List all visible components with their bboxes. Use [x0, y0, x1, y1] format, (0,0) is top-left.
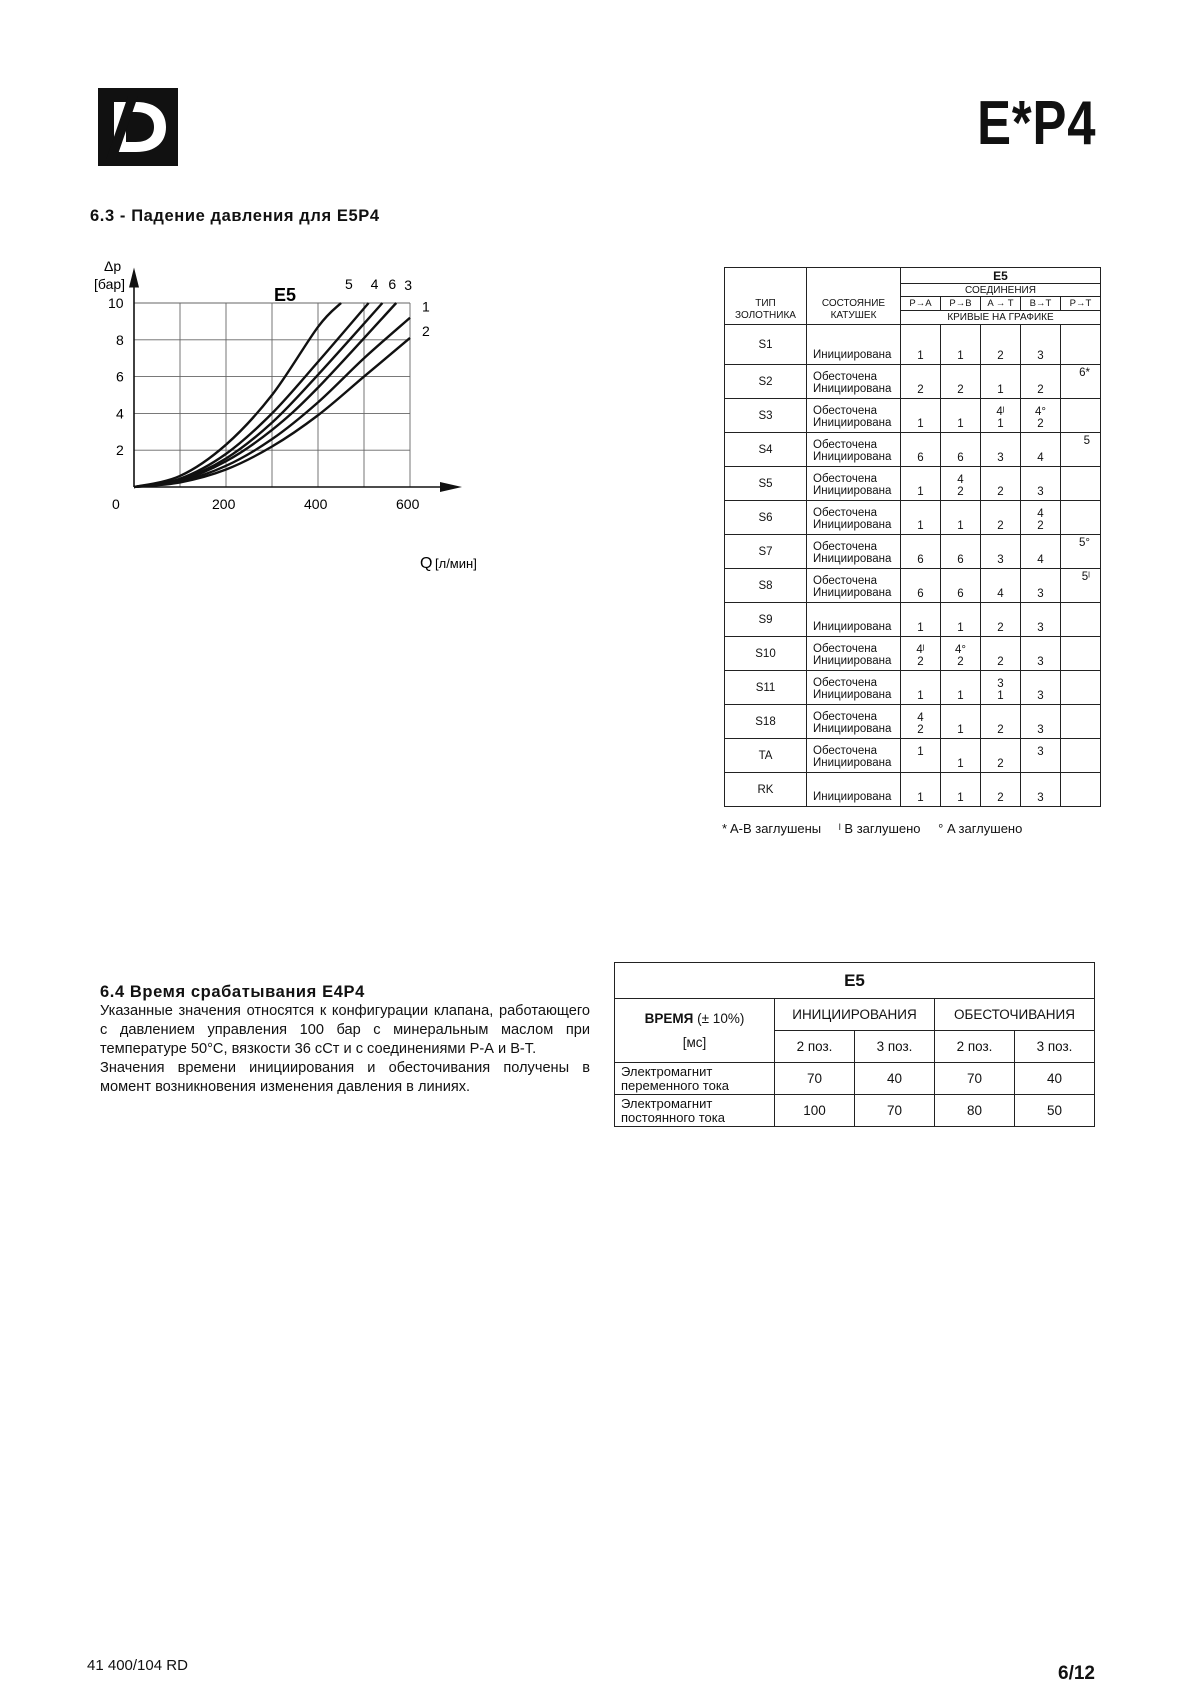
curve-value: 1: [917, 520, 924, 532]
curve-value: 2: [1037, 418, 1044, 430]
curve-value-cell: [941, 637, 981, 671]
coil-state-line: Инициирована: [813, 587, 892, 599]
spool-type-cell: S2: [725, 365, 807, 399]
curve-value: 2: [917, 384, 924, 396]
time-tolerance: (± 10%): [697, 1010, 745, 1026]
curve-label-1: 1: [422, 298, 430, 315]
curve-value-cell: [901, 671, 941, 705]
curve-value-cell: [901, 325, 941, 365]
curve-value: [1061, 583, 1090, 595]
coil-state-line: Обесточена: [813, 439, 877, 451]
curve-value-cell: [1061, 671, 1101, 705]
coil-state-line: Инициирована: [813, 723, 892, 735]
coil-state-line: Инициирована: [813, 451, 892, 463]
connection-header: P→B: [941, 297, 981, 311]
curves-label: КРИВЫЕ НА ГРАФИКЕ: [901, 311, 1101, 325]
footer-page-number: 6/12: [1058, 1663, 1095, 1684]
coil-state-cell: [807, 739, 901, 773]
legend-item-ab-plugged: * A-B заглушены: [722, 821, 822, 836]
curve-value: [981, 746, 1020, 758]
curve-value: 3: [1037, 622, 1044, 634]
chart-svg: [90, 255, 510, 595]
col-header-coil-state: СОСТОЯНИЕ КАТУШЕК: [807, 268, 901, 325]
curve-value-cell: [1021, 569, 1061, 603]
curve-value-cell: [1021, 365, 1061, 399]
coil-state-line: Обесточена: [813, 711, 877, 723]
curve-value-cell: [1061, 501, 1101, 535]
curve-value-cell: [1061, 705, 1101, 739]
curve-value: 3: [997, 452, 1004, 464]
curve-value: 1: [957, 690, 964, 702]
coil-state-line: Инициирована: [813, 791, 892, 803]
spool-row: [725, 325, 1101, 365]
curve-4: [134, 303, 369, 487]
coil-state-cell: [807, 637, 901, 671]
curve-value-cell: [941, 501, 981, 535]
curve-value: 2: [997, 350, 1004, 362]
subcol-header: 3 поз.: [1015, 1031, 1095, 1063]
curve-value-cell: [1021, 603, 1061, 637]
spool-type-cell: S6: [725, 501, 807, 535]
coil-state-line: Обесточена: [813, 541, 877, 553]
coil-state-cell: [807, 365, 901, 399]
curve-value: 1: [957, 622, 964, 634]
x-tick-label: 400: [304, 496, 328, 512]
curve-value: [1061, 447, 1090, 459]
connection-header: B→T: [1021, 297, 1061, 311]
x-tick-label: 600: [396, 496, 420, 512]
curve-value: 6: [957, 452, 964, 464]
row-label-line: Электромагнит: [621, 1063, 713, 1079]
row-label-line: постоянного тока: [621, 1109, 725, 1125]
curve-value: 1: [997, 690, 1004, 702]
spool-type-cell: S4: [725, 433, 807, 467]
description-paragraph: Значения времени инициирования и обесточивания получены в момент возникновения изменения давления в линиях.: [100, 1060, 590, 1095]
curve-value-cell: [981, 535, 1021, 569]
curve-value: [1061, 775, 1090, 787]
curve-value-cell: [1061, 467, 1101, 501]
curve-value: 3: [1037, 690, 1044, 702]
curve-value: 1: [957, 350, 964, 362]
curve-value: 1: [997, 418, 1004, 430]
x-axis-arrow: [440, 482, 462, 492]
coil-state-line: Обесточена: [813, 405, 877, 417]
curve-label-5: 5: [345, 276, 353, 292]
coil-state-cell: [807, 773, 901, 807]
coil-state-cell: [807, 433, 901, 467]
curve-value: 1: [917, 418, 924, 430]
curve-value: 1: [997, 384, 1004, 396]
spool-row: [725, 433, 1101, 467]
curve-value: 3: [1037, 746, 1044, 758]
curve-value-cell: [981, 603, 1021, 637]
curve-value: [1061, 327, 1090, 339]
curve-value-cell: [981, 569, 1021, 603]
curve-value: 2: [997, 758, 1004, 770]
description-paragraph: Указанные значения относятся к конфигурации клапана, работающего с давлением управления 100 бар с минеральным маслом при температуре 50°C, вязкости 36 сСт и с соединениями Р-А и В-Т.: [100, 1003, 590, 1057]
spool-type-cell: S11: [725, 671, 807, 705]
curve-value-cell: [941, 671, 981, 705]
curve-value-cell: [901, 501, 941, 535]
curve-value-cell: [1061, 325, 1101, 365]
spool-type-cell: S1: [725, 325, 807, 365]
curve-value: 3: [1037, 486, 1044, 498]
curve-value: 2: [957, 384, 964, 396]
curve-value: 3: [1037, 350, 1044, 362]
coil-state-cell: [807, 399, 901, 433]
coil-state-cell: [807, 671, 901, 705]
table-legend: [722, 821, 1036, 836]
curve-value: 1: [917, 792, 924, 804]
connection-header: P→A: [901, 297, 941, 311]
curve-value: 6: [957, 588, 964, 600]
curve-label-2: 2: [422, 322, 430, 339]
curve-value-cell: [1061, 399, 1101, 433]
curve-value-cell: [1021, 739, 1061, 773]
spool-row: [725, 705, 1101, 739]
curve-value: [1061, 741, 1090, 753]
subcol-header: 2 поз.: [935, 1031, 1015, 1063]
curve-value: 1: [917, 746, 924, 758]
curve-value: 6: [917, 452, 924, 464]
coil-state-cell: [807, 705, 901, 739]
coil-state-line: Обесточена: [813, 575, 877, 587]
curve-value-cell: [1061, 535, 1101, 569]
spool-type-cell: S10: [725, 637, 807, 671]
spool-row: [725, 637, 1101, 671]
coil-state-line: Инициирована: [813, 349, 892, 361]
curve-value: [1021, 758, 1060, 770]
curve-value-cell: [1021, 399, 1061, 433]
y-axis-label-unit: [бар]: [94, 276, 126, 292]
curve-value: 2: [997, 520, 1004, 532]
curve-value: 2: [917, 724, 924, 736]
curve-value: [1061, 673, 1090, 685]
row-label-dc-solenoid: [615, 1095, 775, 1127]
curve-value-cell: [941, 365, 981, 399]
coil-state-line: Обесточена: [813, 371, 877, 383]
legend-item-a-plugged: ° A заглушено: [938, 821, 1023, 836]
curve-label-3: 3: [404, 277, 412, 293]
coil-state-line: Инициирована: [813, 485, 892, 497]
spool-type-cell: S8: [725, 569, 807, 603]
col-header-spool-type: ТИП ЗОЛОТНИКА: [725, 268, 807, 325]
curve-value-cell: [941, 603, 981, 637]
curve-value-cell: [1061, 603, 1101, 637]
spool-type-cell: S3: [725, 399, 807, 433]
curve-value: [1061, 503, 1090, 515]
curve-value-cell: [901, 399, 941, 433]
coil-state-line: Инициирована: [813, 689, 892, 701]
curve-value: 6: [917, 554, 924, 566]
curve-value: 4: [917, 712, 924, 724]
coil-state-line: Обесточена: [813, 643, 877, 655]
y-tick-label: 2: [116, 442, 124, 459]
spool-row: [725, 773, 1101, 807]
curve-value: 2: [917, 656, 924, 668]
curve-value: 4: [1037, 554, 1044, 566]
row-label-ac-solenoid: [615, 1063, 775, 1095]
pressure-drop-chart: [90, 255, 510, 600]
curve-value: 2: [997, 792, 1004, 804]
coil-state-cell: [807, 325, 901, 365]
curve-value-cell: [1061, 739, 1101, 773]
curve-value: 5ˡ: [1081, 571, 1090, 583]
col-group-deenergizing: ОБЕСТОЧИВАНИЯ: [935, 999, 1095, 1031]
curve-value-cell: [901, 739, 941, 773]
curve-value-cell: [941, 535, 981, 569]
group-header-e5: E5: [901, 268, 1101, 284]
curve-value: [1061, 379, 1090, 391]
curve-value: [1061, 707, 1090, 719]
y-axis-arrow: [129, 268, 139, 288]
curve-value: 2: [997, 656, 1004, 668]
section-heading-response-time: 6.4 Время срабатывания E4P4: [100, 983, 365, 1001]
spool-row: [725, 399, 1101, 433]
curve-value-cell: [1021, 535, 1061, 569]
curve-value: [1061, 639, 1090, 651]
curve-value: 1: [957, 758, 964, 770]
time-value: 50: [1015, 1095, 1095, 1127]
document-code: E*P4: [976, 89, 1096, 158]
time-label-cell: [615, 999, 775, 1063]
curve-value-cell: [1021, 671, 1061, 705]
spool-type-cell: RK: [725, 773, 807, 807]
coil-state-line: Инициирована: [813, 757, 892, 769]
curve-value-cell: [901, 433, 941, 467]
curve-value: 4°: [1035, 406, 1046, 418]
curve-value: 6: [917, 588, 924, 600]
curve-value-cell: [941, 433, 981, 467]
curve-value: [1061, 469, 1090, 481]
spool-row: [725, 365, 1101, 399]
connection-header: P→T: [1061, 297, 1101, 311]
spool-type-cell: S9: [725, 603, 807, 637]
curve-value-cell: [981, 773, 1021, 807]
coil-state-cell: [807, 535, 901, 569]
curve-value-cell: [941, 399, 981, 433]
curve-value-cell: [981, 501, 1021, 535]
x-axis-label-unit: [л/мин]: [435, 556, 477, 571]
col-group-energizing: ИНИЦИИРОВАНИЯ: [775, 999, 935, 1031]
coil-state-line: Инициирована: [813, 417, 892, 429]
curve-value-cell: [1061, 637, 1101, 671]
time-value: 40: [1015, 1063, 1095, 1095]
curve-value-cell: [901, 637, 941, 671]
curve-value: 1: [957, 724, 964, 736]
curve-value-cell: [901, 467, 941, 501]
spool-type-cell: S7: [725, 535, 807, 569]
time-table-title: E5: [615, 963, 1095, 999]
curve-value-cell: [1061, 365, 1101, 399]
subcol-header: 3 поз.: [855, 1031, 935, 1063]
curve-value: 3: [1037, 724, 1044, 736]
curve-value-cell: [901, 773, 941, 807]
curve-value: 1: [957, 520, 964, 532]
spool-row: [725, 535, 1101, 569]
response-time-table: [614, 962, 1095, 1127]
coil-state-line: Обесточена: [813, 473, 877, 485]
spool-row: [725, 739, 1101, 773]
curve-value-cell: [1021, 433, 1061, 467]
curve-value-cell: [1021, 637, 1061, 671]
curve-value: [1061, 401, 1090, 413]
curve-value: 1: [917, 486, 924, 498]
curve-value-cell: [981, 671, 1021, 705]
spool-curves-table: [724, 267, 1101, 807]
time-value: 70: [775, 1063, 855, 1095]
curve-label-4: 4: [370, 276, 379, 292]
curve-value-cell: [1061, 569, 1101, 603]
coil-state-line: Инициирована: [813, 621, 892, 633]
coil-state-line: Обесточена: [813, 507, 877, 519]
curve-value-cell: [981, 325, 1021, 365]
curve-value: 2: [957, 656, 964, 668]
curve-value: 4ˡ: [916, 644, 925, 656]
curve-value-cell: [1021, 467, 1061, 501]
curve-value: 4ˡ: [996, 406, 1005, 418]
row-label-line: переменного тока: [621, 1077, 730, 1093]
curve-value: 1: [917, 690, 924, 702]
time-value: 40: [855, 1063, 935, 1095]
time-value: 100: [775, 1095, 855, 1127]
curve-value: 4°: [955, 644, 966, 656]
curve-value: 1: [917, 622, 924, 634]
curve-value-cell: [981, 705, 1021, 739]
curve-value: 3: [1037, 656, 1044, 668]
curve-value: 1: [957, 792, 964, 804]
curve-value: 6*: [1079, 367, 1090, 379]
curve-value-cell: [1021, 325, 1061, 365]
curve-value-cell: [901, 603, 941, 637]
curve-value: [1061, 605, 1090, 617]
y-tick-label: 8: [116, 331, 124, 348]
curve-value: 1: [957, 418, 964, 430]
time-label: ВРЕМЯ: [644, 1010, 694, 1026]
section-heading-pressure-drop: 6.3 - Падение давления для E5P4: [90, 207, 380, 225]
time-value: 70: [935, 1063, 1015, 1095]
curve-value-cell: [901, 705, 941, 739]
curve-value-cell: [981, 399, 1021, 433]
curve-label-6: 6: [388, 276, 397, 292]
curve-value-cell: [981, 637, 1021, 671]
curve-value-cell: [981, 739, 1021, 773]
y-tick-label: 10: [108, 295, 124, 311]
row-label-line: Электромагнит: [621, 1095, 713, 1111]
curve-value: 2: [957, 486, 964, 498]
spool-row: [725, 671, 1101, 705]
spool-type-cell: S18: [725, 705, 807, 739]
curve-value-cell: [981, 467, 1021, 501]
spool-type-cell: TA: [725, 739, 807, 773]
curve-value-cell: [1061, 433, 1101, 467]
chart-title: E5: [274, 285, 297, 305]
curve-value: 6: [957, 554, 964, 566]
footer-doc-number: 41 400/104 RD: [87, 1657, 188, 1674]
time-value: 70: [855, 1095, 935, 1127]
curve-value: 3: [997, 678, 1004, 690]
curve-value-cell: [941, 325, 981, 365]
y-axis-label-symbol: Δp: [104, 258, 122, 274]
curve-value: 3: [1037, 792, 1044, 804]
curve-value: 2: [1037, 384, 1044, 396]
coil-state-line: Обесточена: [813, 677, 877, 689]
curve-value: 4: [957, 474, 964, 486]
curve-value: 3: [997, 554, 1004, 566]
subcol-header: 2 поз.: [775, 1031, 855, 1063]
curve-value: 4: [1037, 452, 1044, 464]
spool-row: [725, 603, 1101, 637]
curve-value-cell: [1021, 501, 1061, 535]
spool-row: [725, 501, 1101, 535]
spool-row: [725, 467, 1101, 501]
y-tick-label: 4: [116, 405, 124, 422]
coil-state-line: Инициирована: [813, 553, 892, 565]
curve-value-cell: [981, 433, 1021, 467]
curve-value-cell: [901, 569, 941, 603]
response-time-description: [100, 1002, 590, 1097]
curve-value: 2: [997, 724, 1004, 736]
curve-value-cell: [1021, 773, 1061, 807]
curve-value-cell: [941, 773, 981, 807]
time-value: 80: [935, 1095, 1015, 1127]
spool-row: [725, 569, 1101, 603]
curve-value: 1: [917, 350, 924, 362]
curve-value: 2: [1037, 520, 1044, 532]
curve-value-cell: [901, 535, 941, 569]
coil-state-line: Инициирована: [813, 655, 892, 667]
curve-value: [941, 746, 980, 758]
curve-value: 4: [1037, 508, 1044, 520]
coil-state-line: Инициирована: [813, 383, 892, 395]
coil-state-line: Обесточена: [813, 745, 877, 757]
coil-state-cell: [807, 501, 901, 535]
coil-state-cell: [807, 467, 901, 501]
coil-state-cell: [807, 603, 901, 637]
curve-value: 5: [1083, 435, 1090, 447]
curve-value-cell: [941, 467, 981, 501]
legend-item-b-plugged: ˡ В заглушено: [838, 821, 921, 836]
y-tick-label: 6: [116, 368, 124, 385]
curve-value-cell: [941, 705, 981, 739]
coil-state-cell: [807, 569, 901, 603]
connection-header: A → T: [981, 297, 1021, 311]
x-axis-label-symbol: Q: [420, 555, 433, 572]
curve-value: [901, 758, 940, 770]
company-logo: [98, 88, 178, 166]
curve-value: 3: [1037, 588, 1044, 600]
curve-value: 5°: [1079, 537, 1090, 549]
coil-state-line: Инициирована: [813, 519, 892, 531]
time-unit: [мс]: [682, 1034, 707, 1050]
connections-label: СОЕДИНЕНИЯ: [901, 284, 1101, 297]
curve-value: 2: [997, 622, 1004, 634]
curve-value-cell: [941, 739, 981, 773]
curve-value: [1061, 549, 1090, 561]
curve-value: 4: [997, 588, 1004, 600]
x-tick-label: 200: [212, 496, 236, 512]
curve-value-cell: [1021, 705, 1061, 739]
spool-type-cell: S5: [725, 467, 807, 501]
curve-value-cell: [901, 365, 941, 399]
curve-value-cell: [1061, 773, 1101, 807]
curve-value-cell: [981, 365, 1021, 399]
x-tick-label: 0: [112, 496, 120, 512]
curve-value: 2: [997, 486, 1004, 498]
curve-value-cell: [941, 569, 981, 603]
